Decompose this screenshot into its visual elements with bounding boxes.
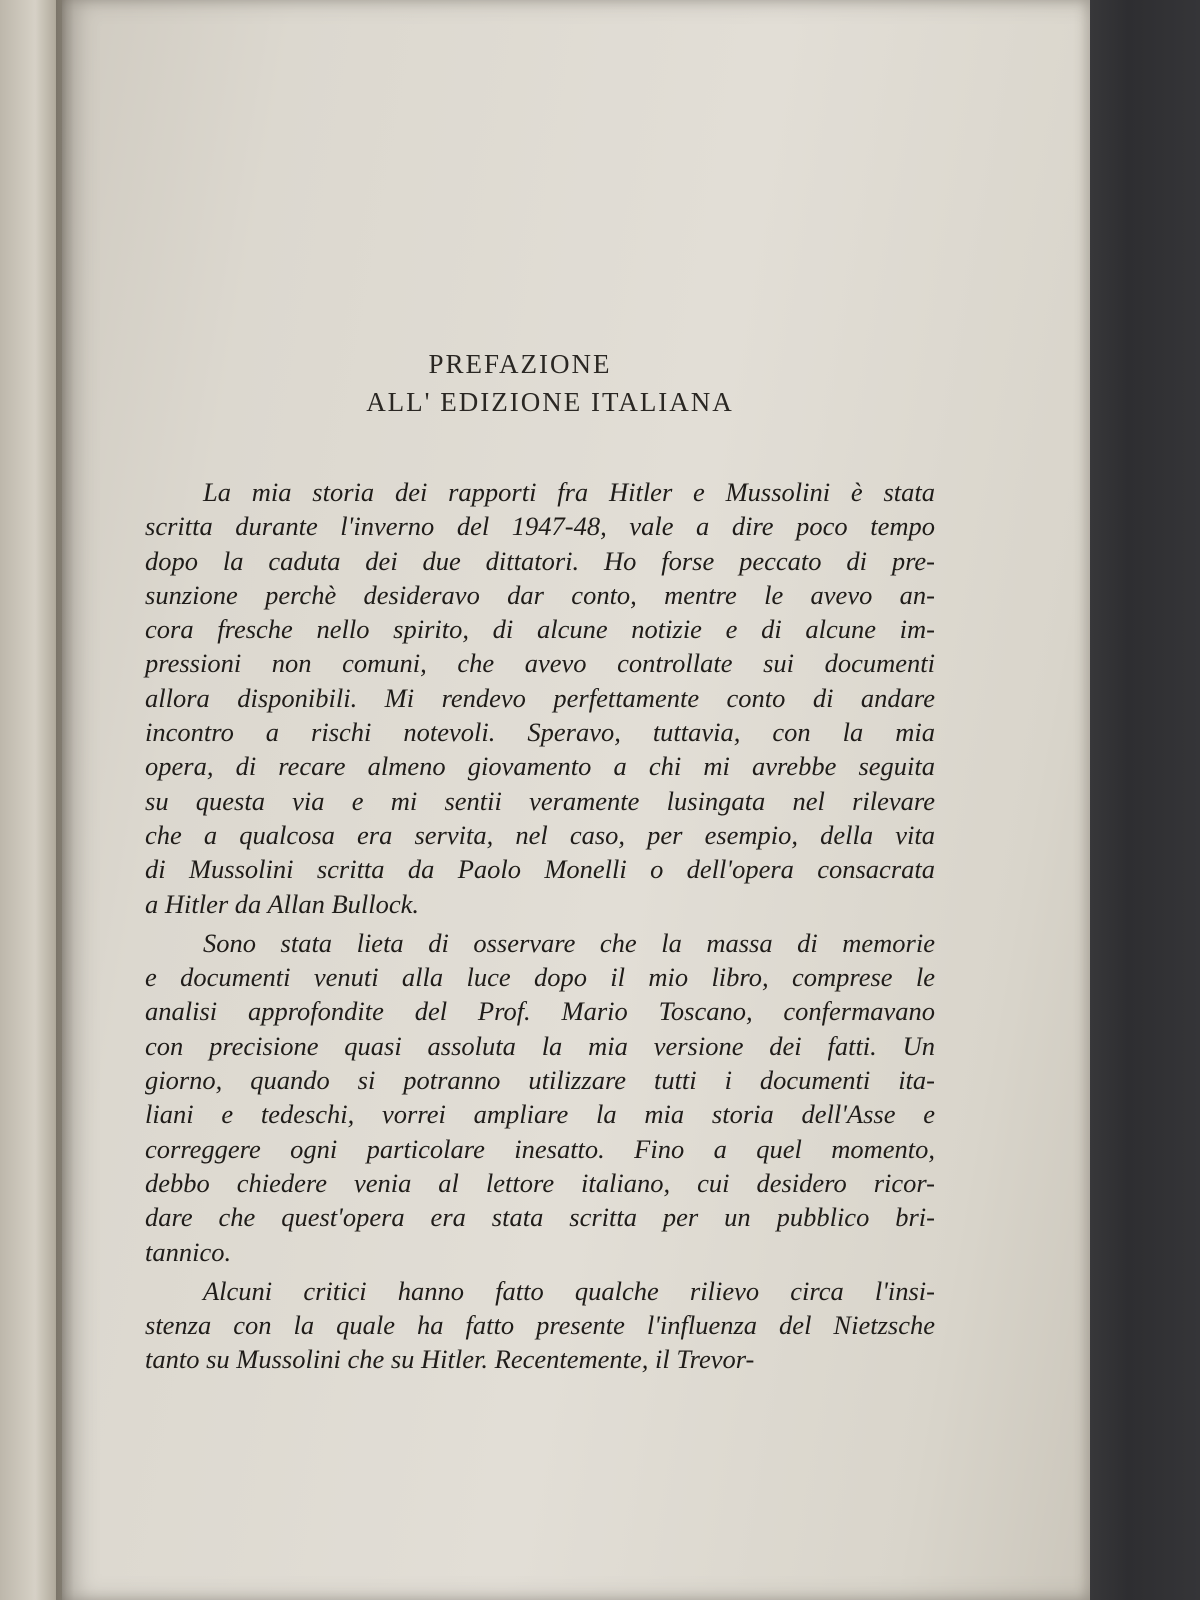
text-line: La mia storia dei rapporti fra Hitler e Mussolini è stata	[203, 477, 935, 507]
text-line: pressioni non comuni, che avevo controllate sui documenti	[145, 648, 935, 679]
text-line: su questa via e mi sentii veramente lusingata nel rilevare	[145, 785, 935, 816]
text-line: Sono stata lieta di osservare che la massa di memorie	[203, 927, 935, 958]
text-line: dare che quest'opera era stata scritta per un pubblico bri-	[145, 1202, 935, 1233]
text-line: sunzione perchè desideravo dar conto, mentre le avevo an-	[145, 579, 935, 610]
heading-line-2: ALL' EDIZIONE ITALIANA	[366, 387, 734, 417]
text-line: Alcuni critici hanno fatto qualche rilievo circa l'insi-	[203, 1275, 935, 1306]
text-line: giorno, quando si potranno utilizzare tutti i documenti ita-	[145, 1065, 935, 1096]
text-line: analisi approfondite del Prof. Mario Toscano, confermavano	[145, 996, 935, 1027]
text-line: che a qualcosa era servita, nel caso, per esempio, della vita	[145, 819, 935, 850]
text-line: correggere ogni particolare inesatto. Fino a quel momento,	[145, 1133, 935, 1164]
text-line: debbo chiedere venia al lettore italiano, cui desidero ricor-	[145, 1167, 935, 1198]
heading-line-1: PREFAZIONE	[428, 349, 612, 379]
text-line: di Mussolini scritta da Paolo Monelli o dell'opera consacrata	[145, 854, 935, 885]
text-line: con precisione quasi assoluta la mia versione dei fatti. Un	[145, 1030, 935, 1061]
preface-body	[145, 475, 935, 1377]
preface-heading	[0, 345, 1040, 421]
dark-background	[1080, 0, 1200, 1600]
paragraph	[145, 926, 935, 1269]
paragraph	[145, 1274, 935, 1377]
text-line: cora fresche nello spirito, di alcune notizie e di alcune im-	[145, 614, 935, 645]
text-line: dopo la caduta dei due dittatori. Ho forse peccato di pre-	[145, 545, 935, 576]
text-line: tannico.	[145, 1236, 232, 1267]
text-line: opera, di recare almeno giovamento a chi mi avrebbe seguita	[145, 751, 935, 782]
text-line: stenza con la quale ha fatto presente l'influenza del Nietzsche	[145, 1310, 935, 1341]
page-gutter-shadow	[56, 0, 74, 1600]
paragraph	[145, 475, 935, 921]
text-line: e documenti venuti alla luce dopo il mio libro, comprese le	[145, 962, 935, 993]
text-line: tanto su Mussolini che su Hitler. Recentemente, il Trevor-	[145, 1344, 755, 1375]
previous-page-edge	[0, 0, 64, 1600]
text-line: scritta durante l'inverno del 1947-48, vale a dire poco tempo	[145, 511, 935, 542]
text-line: liani e tedeschi, vorrei ampliare la mia storia dell'Asse e	[145, 1099, 935, 1130]
text-line: incontro a rischi notevoli. Speravo, tuttavia, con la mia	[145, 717, 935, 748]
text-line: allora disponibili. Mi rendevo perfettamente conto di andare	[145, 682, 935, 713]
text-line: a Hitler da Allan Bullock.	[145, 888, 420, 919]
